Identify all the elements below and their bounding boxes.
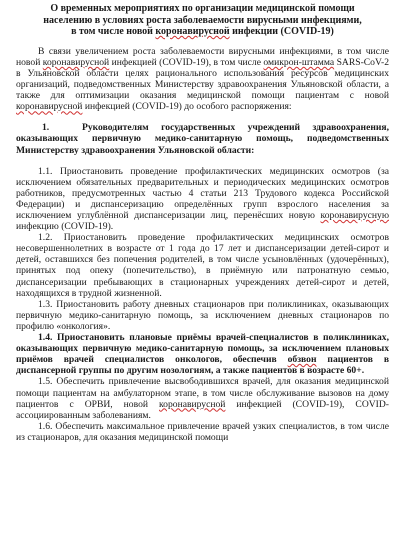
spellcheck-word: коронавирусной	[159, 398, 226, 410]
item-1-3: 1.3. Приостановить работу дневных стационаров при поликлиниках, оказывающих первичную медико-санитарную помощь, за исключением дневных стационаров по профилю «онкология».	[16, 298, 389, 332]
title-line-1: О временных мероприятиях по организации медицинской помощи	[50, 3, 355, 14]
document-title	[16, 3, 389, 38]
spellcheck-word: обзвон	[287, 354, 317, 366]
spellcheck-word: омикрон-штамма	[263, 56, 335, 68]
spellcheck-word: коронавирусной	[155, 26, 230, 38]
item-1-2: 1.2. Приостановить проведение профилактических медицинских осмотров несовершеннолетних в возрасте от 1 года до 17 лет и диспансеризации детей-сирот и детей, оставшихся без попечения родителей, в том числе усыновлённых (удочерённых), принятых под опеку (попечительство), в приёмную или патронатную семью, диспансеризации пребывающих в стационарных учреждениях детей-сирот и детей, находящихся в трудной жизненной.	[16, 232, 389, 299]
spellcheck-word: коронавирусной	[42, 56, 110, 68]
title-line-2: населению в условиях роста заболеваемости вирусными инфекциями,	[43, 14, 362, 26]
item-1-6: 1.6. Обеспечить максимальное привлечение врачей узких специалистов, в том числе из стационаров, для оказания медицинской помощи	[16, 420, 389, 443]
section-number: 1.	[42, 122, 50, 134]
spellcheck-word: коронавирусную	[320, 210, 389, 221]
section-1-heading: 1. Руководителям государственных учреждений здравоохранения, оказывающих первичную медико-санитарную помощь, подведомственных Министерству здравоохранения Ульяновской области:	[16, 122, 389, 156]
spellcheck-word: коронавирусной	[16, 101, 83, 113]
title-line-3: в том числе новой коронавирусной инфекции (COVID-19)	[71, 26, 334, 38]
intro-paragraph: В связи увеличением роста заболеваемости вирусными инфекциями, в том числе новой коронавирусной инфекцией (COVID-19), в том числе омикрон-штамма SARS-CoV-2 в Ульяновской области целях рационального использования ресурсов медицинских организаций, подведомственных Министерству здравоохранения Ульяновской области, а также для оптимизации оказания медицинской помощи пациентам с новой коронавирусной инфекцией (COVID-19) до особого распоряжения:	[16, 45, 389, 113]
item-1-4: 1.4. Приостановить плановые приёмы врачей-специалистов в поликлиниках, оказывающих первичную медико-санитарную помощь, за исключением плановых приёмов врачей специалистов онкологов, обеспечив обзвон пациентов в диспансерной группы по другим нозологиям, а также пациентов в возрасте 60+.	[16, 332, 390, 377]
item-1-5: 1.5. Обеспечить привлечение высвободившихся врачей, для оказания медицинской помощи пациентам на амбулаторном этапе, в том числе обслуживание вызовов на дому пациентов с ОРВИ, новой коронавирусной инфекцией (COVID-19), COVID-ассоциированным заболеваниям.	[16, 376, 389, 421]
item-1-1: 1.1. Приостановить проведение профилактических медицинских осмотров (за исключением обязательных предварительных и периодических медицинских осмотров работников, предусмотренных частью 4 статьи 213 Трудового кодекса Российской Федерации) и диспансеризацию определённых групп взрослого населения за исключением углублённой диспансеризации лиц, перенёсших новую коронавирусную инфекцию (COVID-19).	[16, 165, 389, 233]
